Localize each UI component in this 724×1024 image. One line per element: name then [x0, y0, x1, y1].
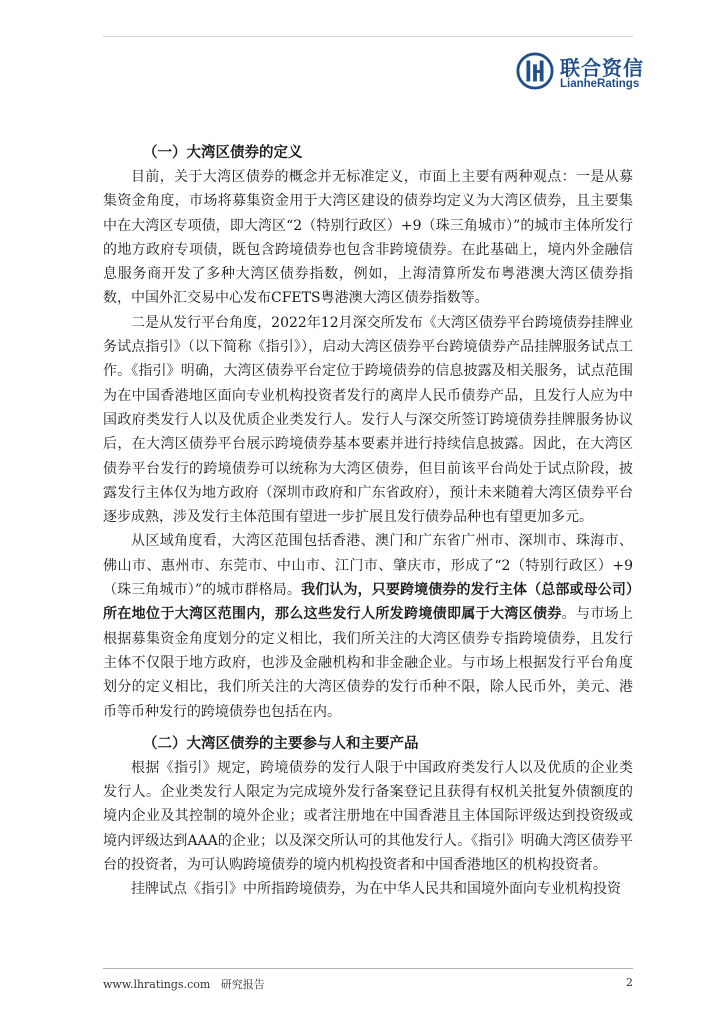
key-conclusion: 我们认为，只要跨境债券的发行主体（总部或母公司）所在地位于大湾区范围内，那么这些发行人所发跨境债即属于大湾区债券: [103, 582, 633, 623]
paragraph-text: 。与市场上根据募集资金角度划分的定义相比，我们所关注的大湾区债券专指跨境债券，且发行主体不仅限于地方政府，也涉及金融机构和非金融企业。与市场上根据发行平台角度划分的定义相比，我们所关注的大湾区债券的发行币种不限，除人民币外，美元、港币等币种发行的跨境债券也包括在内。: [103, 606, 634, 720]
paragraph-text: 从区域角度看，大湾区范围包括香港、澳门和广东省广州市、深圳市、珠海市、佛山市、惠州市、东莞市、中山市、江门市、肇庆市，形成了“2（特别行政区）+9（珠三角城市）”的城市群格局。: [103, 533, 633, 599]
paragraph: 目前，关于大湾区债券的概念并无标准定义，市面上主要有两种观点：一是从募集资金角度，市场将募集资金用于大湾区建设的债券均定义为大湾区债券，且主要集中在大湾区专项债，即大湾区“2（特别行政区）+9（珠三角城市）”的城市主体所发行的地方政府专项债，既包含跨境债券也包含非跨境债券。在此基础上，境内外金融信息服务商开发了多种大湾区债券指数，例如，上海清算所发布粤港澳大湾区债券指数，中国外汇交易中心发布CFETS粤港澳大湾区债券指数等。: [103, 169, 633, 307]
paragraph-regional-view: [103, 529, 633, 723]
footer-divider: [103, 968, 633, 969]
header-divider: [103, 36, 633, 37]
section-heading-participants: （二）大湾区债券的主要参与人和主要产品: [143, 734, 419, 752]
footer-doc-type: 研究报告: [220, 978, 265, 991]
page-number: 2: [626, 976, 633, 989]
logo-english-name: LianheRatings: [560, 78, 640, 90]
paragraph: 根据《指引》规定，跨境债券的发行人限于中国政府类发行人以及优质的企业类发行人。企业类发行人限定为完成境外发行备案登记且获得有权机关批复外债额度的境内企业及其控制的境外企业；或者注册地在中国香港且主体国际评级达到投资级或境内评级达到AAA的企业；以及深交所认可的其他发行人。《指引》明确大湾区债券平台的投资者，为可认购跨境债券的境内机构投资者和中国香港地区的机构投资者。: [103, 759, 633, 874]
logo-chinese-name: 联合资信: [560, 56, 644, 80]
footer-site-link[interactable]: www.lhratings.com: [103, 978, 211, 991]
document-body: [103, 141, 633, 902]
company-logo: [516, 52, 656, 92]
footer-source: [103, 976, 265, 992]
lianhe-logo-icon: [516, 52, 554, 90]
paragraph: 挂牌试点《指引》中所指跨境债券，为在中华人民共和国境外面向专业机构投资: [131, 881, 621, 898]
section-heading-definition: （一）大湾区债券的定义: [143, 144, 303, 161]
paragraph: 二是从发行平台角度，2022年12月深交所发布《大湾区债券平台跨境债券挂牌业务试点指引》（以下简称《指引》），启动大湾区债券平台跨境债券产品挂牌服务试点工作。《指引》明确，大湾区债券平台定位于跨境债券的信息披露及相关服务，试点范围为在中国香港地区面向专业机构投资者发行的离岸人民币债券产品，且发行人应为中国政府类发行人以及优质企业类发行人。发行人与深交所签订跨境债券挂牌服务协议后，在大湾区债券平台展示跨境债券基本要素并进行持续信息披露。因此，在大湾区债券平台发行的跨境债券可以统称为大湾区债券，但目前该平台尚处于试点阶段，披露发行主体仅为地方政府（深圳市政府和广东省政府），预计未来随着大湾区债券平台逐步成熟，涉及发行主体范围有望进一步扩展且发行债券品种也有望更加多元。: [103, 314, 633, 526]
